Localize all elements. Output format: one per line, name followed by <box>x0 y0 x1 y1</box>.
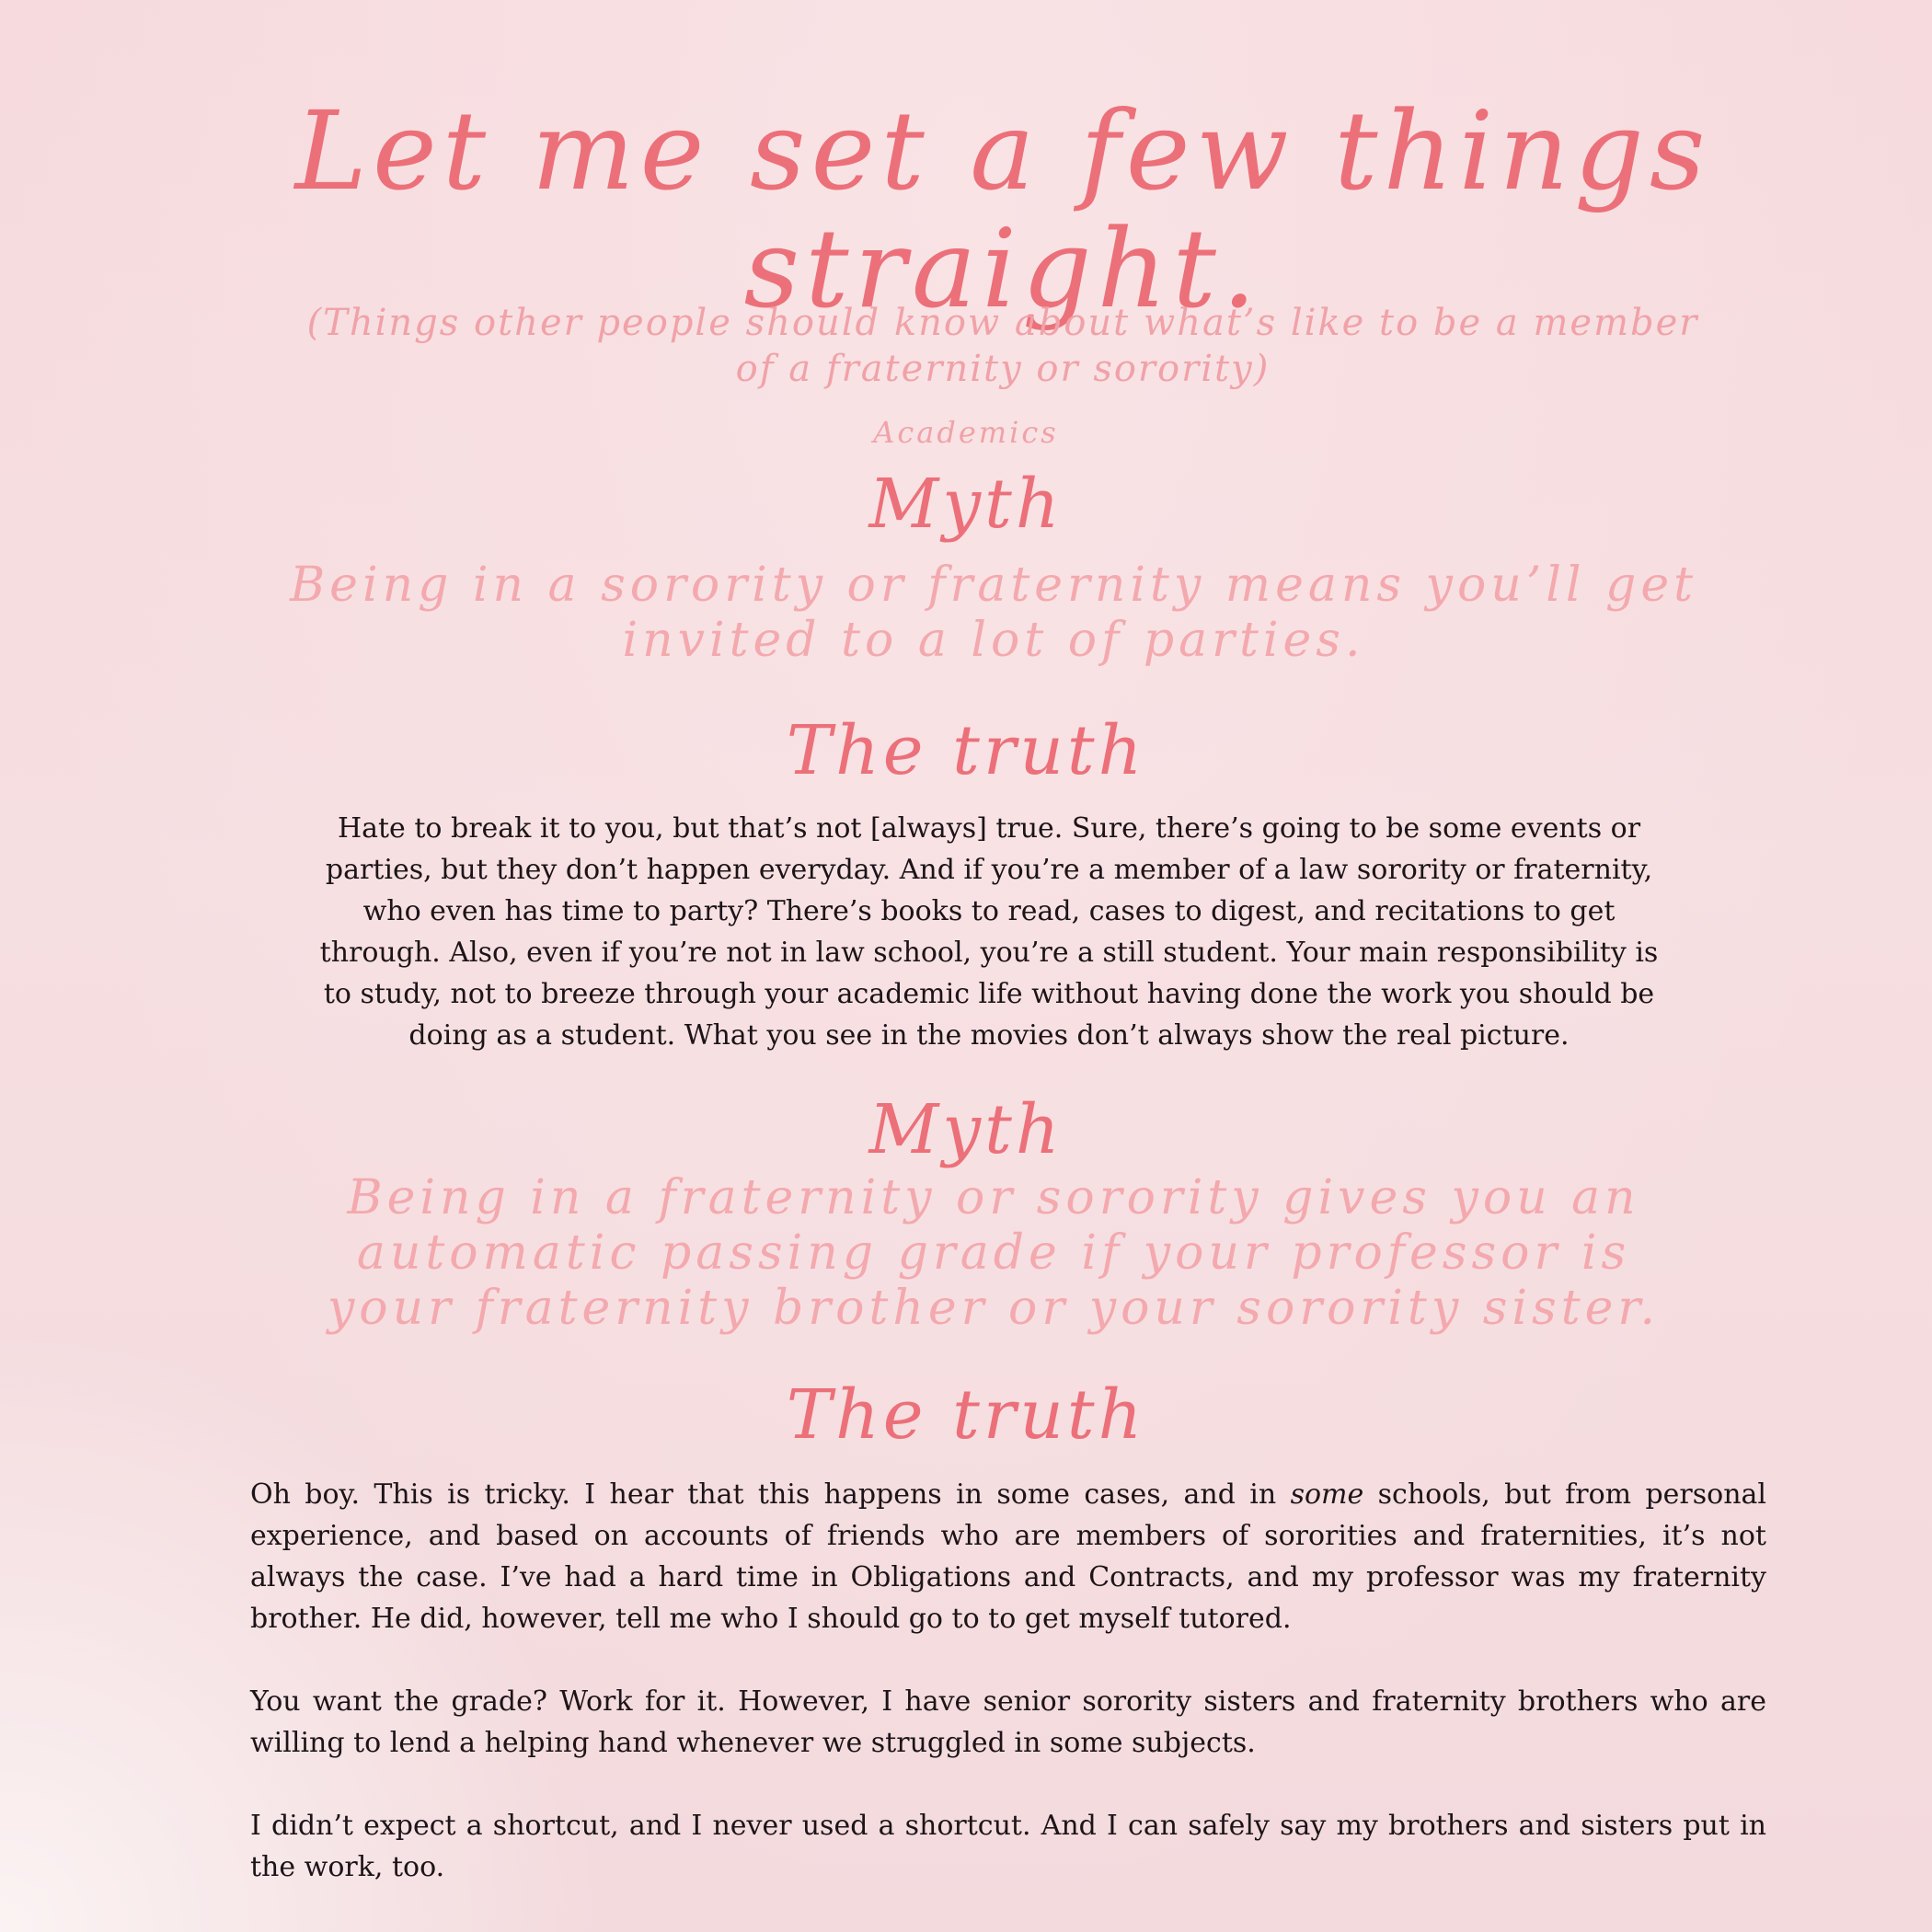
truth-text-2-p1-end: schools, but from personal experience, and based on accounts of friends who are members of sororities and fraternities, it’s not always the case. I’ve had a hard time in Obligations and Contracts, and my professor was my fraternity brother. He did, however, tell me who I should go to to get myself tutored. <box>250 1478 1766 1635</box>
truth-text-2-emphasis: some <box>1290 1478 1364 1511</box>
page-subtitle: (Things other people should know about what’s like to be a member of a fraternity or sorority) <box>306 302 1699 390</box>
myth-heading-2: Myth <box>868 1090 1064 1169</box>
truth-text-1: Hate to break it to you, but that’s not [always] true. Sure, there’s going to be some events or parties, but they don’t happen everyday. And if you’re a member of a law sorority or fraternity, who even has time to party? There’s books to read, cases to digest, and recitations to get through. Also, even if you’re not in law school, you’re a still student. Your main responsibility is to study, not to breeze through your academic life without having done the work you should be doing as a student. What you see in the movies don’t always show the real picture. <box>319 812 1659 1052</box>
truth-heading-1: The truth <box>786 711 1146 790</box>
truth-text-2-p2: You want the grade? Work for it. However, I have senior sorority sisters and fraternity brothers who are willing to lend a helping hand whenever we struggled in some subjects. <box>250 1685 1766 1759</box>
page-title: Let me set a few things straight. <box>294 87 1711 332</box>
truth-text-2 <box>250 1474 1766 1888</box>
truth-text-2-p3: I didn’t expect a shortcut, and I never used a shortcut. And I can safely say my brothers and sisters put in the work, too. <box>250 1810 1766 1883</box>
myth-heading-1: Myth <box>868 465 1064 544</box>
section-label: Academics <box>873 415 1059 450</box>
truth-text-2-p1-start: Oh boy. This is tricky. I hear that this happens in some cases, and in <box>250 1478 1291 1511</box>
myth-text-2: Being in a fraternity or sorority gives you an automatic passing grade if your professor is your fraternity brother or your sorority sister. <box>327 1170 1661 1336</box>
truth-heading-2: The truth <box>786 1375 1146 1455</box>
myth-text-1: Being in a sorority or fraternity means you’ll get invited to a lot of parties. <box>289 558 1698 668</box>
